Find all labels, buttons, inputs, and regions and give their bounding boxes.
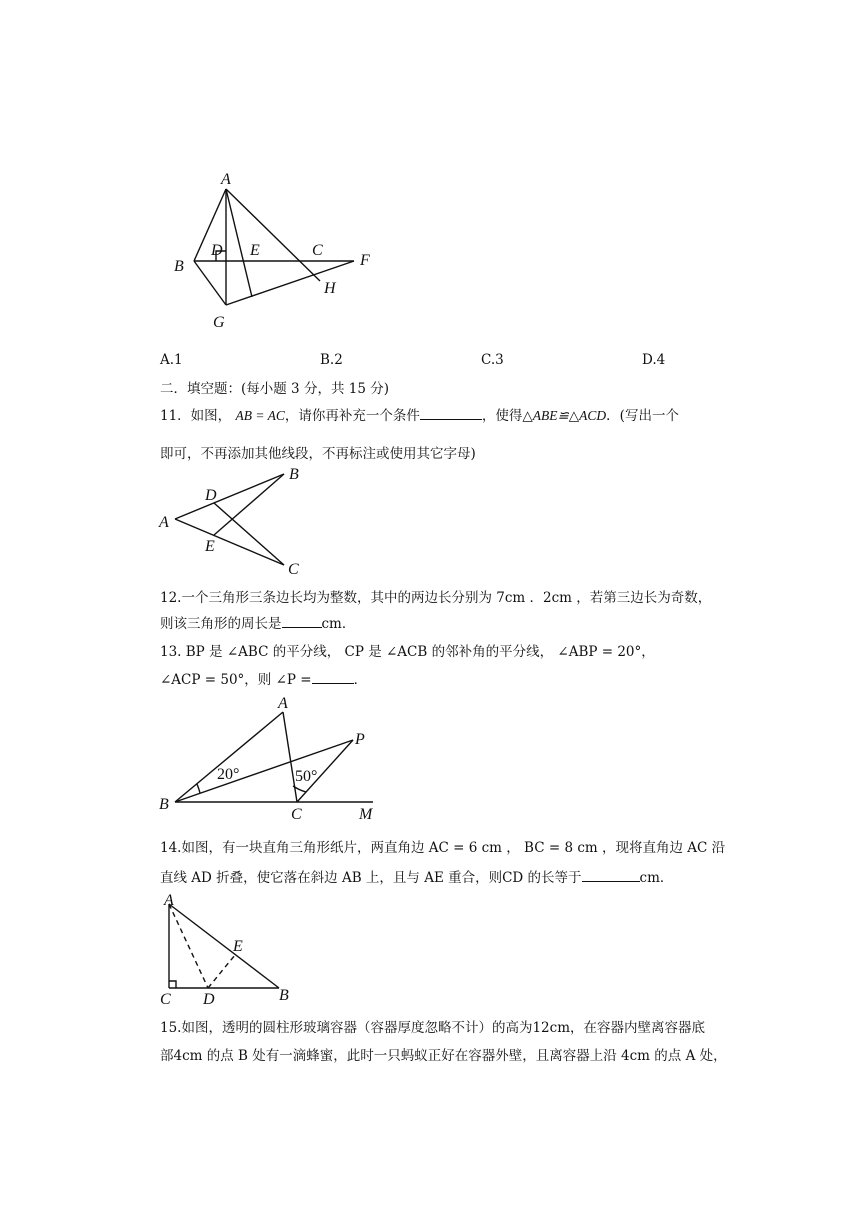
figure-q10: [160, 165, 400, 335]
question-15-line1: 15.如图，透明的圆柱形玻璃容器（容器厚度忽略不计）的高为12cm，在容器内壁离容器底: [160, 1020, 706, 1036]
q11-answer-blank[interactable]: [420, 406, 482, 420]
label-A: A: [221, 171, 231, 188]
label-H: H: [324, 280, 336, 297]
label-D: D: [203, 991, 215, 1008]
label-D: D: [211, 242, 223, 259]
question-12-line1: 12.一个三角形三条边长均为整数，其中的两边长分别为 7cm ．2cm ，若第三边长为奇数，: [160, 590, 712, 606]
q13-answer-blank[interactable]: [312, 670, 354, 684]
label-F: F: [360, 252, 370, 269]
label-B: B: [279, 987, 289, 1004]
label-A: A: [164, 892, 174, 909]
question-14-line1: 14.如图，有一块直角三角形纸片，两直角边 AC = 6 cm ， BC = 8 cm ，现将直角边 AC 沿: [160, 840, 726, 856]
label-C: C: [160, 991, 171, 1008]
option-a[interactable]: A.1: [160, 352, 183, 368]
q11-expr1: AB = AC: [235, 408, 285, 423]
label-D: D: [205, 487, 217, 504]
q11-expr2: △ABE≌△ACD: [522, 408, 607, 423]
label-C: C: [291, 806, 302, 823]
q14-unit: cm．: [639, 870, 674, 886]
label-B: B: [159, 796, 169, 813]
figure-q13: [155, 692, 395, 827]
q13-text: ∠ACP = 50°，则 ∠P =: [160, 672, 312, 688]
option-d[interactable]: D.4: [642, 352, 666, 368]
q13-end: ．: [353, 672, 368, 688]
q12-unit: cm．: [321, 616, 356, 632]
section-heading-fill-blank: 二．填空题：(每小题 3 分，共 15 分): [160, 381, 389, 397]
label-P: P: [355, 731, 365, 748]
label-E: E: [250, 242, 260, 259]
q12-text: 则该三角形的周长是: [160, 616, 282, 632]
label-G: G: [213, 314, 225, 331]
label-E: E: [233, 938, 243, 955]
q11-tail: ．(写出一个: [606, 408, 679, 424]
question-11-line1: [160, 404, 679, 424]
label-A: A: [159, 514, 169, 531]
label-B: B: [289, 466, 299, 483]
angle-50: 50°: [295, 768, 318, 785]
q11-number: 11．如图，: [160, 408, 232, 424]
option-c[interactable]: C.3: [481, 352, 504, 368]
q11-mid: ，请你再补充一个条件: [284, 408, 420, 424]
label-M: M: [359, 806, 373, 823]
angle-20: 20°: [217, 766, 240, 783]
q14-answer-blank[interactable]: [582, 868, 640, 882]
question-11-line2: 即可，不再添加其他线段，不再标注或使用其它字母): [160, 446, 476, 462]
question-15-line2: 部4cm 的点 B 处有一滴蜂蜜，此时一只蚂蚁正好在容器外壁，且离容器上沿 4cm 的点 A 处，: [160, 1048, 727, 1064]
question-13-line2: [160, 668, 367, 688]
label-A: A: [278, 695, 288, 712]
question-14-line2: [160, 866, 673, 886]
question-12-line2: [160, 612, 355, 632]
label-C: C: [288, 561, 299, 578]
option-b[interactable]: B.2: [320, 352, 343, 368]
figure-q14: [155, 890, 305, 1008]
q14-text: 直线 AD 折叠，使它落在斜边 AB 上，且与 AE 重合，则CD 的长等于: [160, 870, 582, 886]
q11-after: ，使得: [481, 408, 523, 424]
label-C: C: [312, 242, 323, 259]
label-B: B: [174, 258, 184, 275]
label-E: E: [205, 538, 215, 555]
figure-q11: [155, 462, 315, 582]
question-13-line1: 13. BP 是 ∠ABC 的平分线， CP 是 ∠ACB 的邻补角的平分线， ∠ABP = 20°，: [160, 644, 655, 660]
q12-answer-blank[interactable]: [282, 614, 322, 628]
